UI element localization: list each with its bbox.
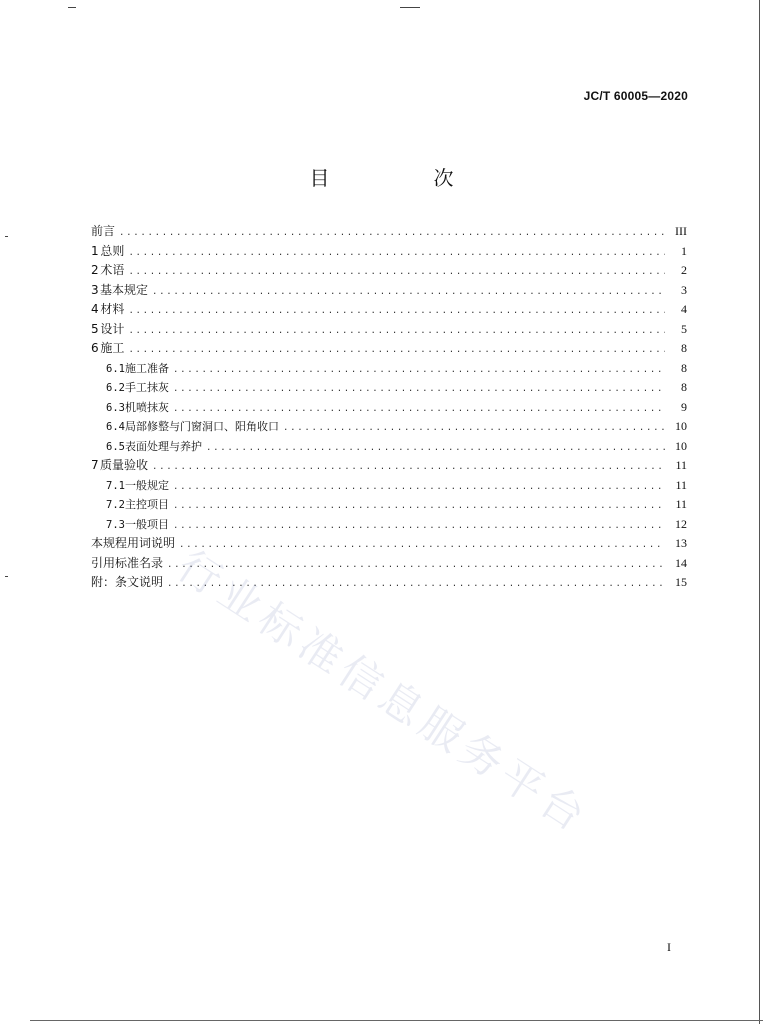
watermark: 行业标准信息服务平台 bbox=[169, 540, 599, 844]
toc-entry-label: 主控项目 bbox=[124, 498, 169, 511]
toc-leader bbox=[173, 361, 665, 381]
toc-entry-number: 7.2 bbox=[106, 499, 125, 511]
toc-entry-label: 前言 bbox=[91, 224, 116, 238]
toc-entry-chapter[interactable] bbox=[91, 242, 687, 262]
toc-page-number: 13 bbox=[675, 536, 687, 550]
toc-leader bbox=[283, 419, 665, 439]
toc-entry-chapter[interactable] bbox=[91, 300, 687, 320]
toc-entry-chapter[interactable] bbox=[91, 339, 687, 359]
toc-entry-chapter[interactable] bbox=[91, 281, 687, 301]
scan-mark bbox=[5, 236, 8, 237]
toc-page-number: 8 bbox=[681, 360, 687, 375]
page-number: I bbox=[667, 940, 671, 954]
toc-entry-section[interactable] bbox=[91, 437, 687, 457]
toc-leader bbox=[152, 458, 665, 478]
toc-entry-number: 3 bbox=[91, 282, 99, 297]
toc-page-number: 3 bbox=[681, 282, 687, 297]
toc-leader bbox=[173, 497, 665, 517]
toc-entry-number: 6.4 bbox=[106, 421, 125, 433]
toc-page-number: 8 bbox=[681, 341, 687, 355]
toc-leader bbox=[128, 341, 665, 361]
toc-leader bbox=[128, 302, 665, 322]
toc-page-number: 11 bbox=[675, 477, 687, 492]
toc-page-number: 5 bbox=[681, 321, 687, 336]
toc-entry-number: 1 bbox=[91, 243, 99, 258]
toc-page-number: 15 bbox=[675, 575, 687, 589]
toc-leader bbox=[119, 224, 665, 244]
toc-entry-number: 6.5 bbox=[106, 440, 125, 453]
toc-page-number: 11 bbox=[675, 458, 687, 472]
toc-leader bbox=[128, 244, 665, 264]
toc-entry-number: 5 bbox=[91, 321, 99, 336]
toc-page-number: 10 bbox=[675, 419, 687, 433]
toc-entry-number: 4 bbox=[91, 302, 99, 316]
toc-entry-label: 引用标准名录 bbox=[91, 555, 164, 570]
toc-leader bbox=[173, 380, 665, 400]
toc-entry-number: 7.1 bbox=[106, 479, 125, 492]
scan-mark bbox=[400, 7, 420, 8]
toc-entry-section[interactable] bbox=[91, 515, 687, 535]
toc-entry-chapter[interactable] bbox=[91, 320, 687, 340]
toc-page-number: 8 bbox=[681, 380, 687, 394]
toc-entry-label: 材料 bbox=[100, 302, 125, 316]
toc-leader bbox=[152, 283, 665, 303]
toc-entry-section[interactable] bbox=[91, 495, 687, 515]
toc-entry-label: 附：条文说明 bbox=[91, 575, 164, 589]
toc-leader bbox=[128, 263, 665, 283]
toc-leader bbox=[173, 517, 665, 537]
toc-page-number: 9 bbox=[681, 399, 687, 414]
toc-entry-number: 7.3 bbox=[106, 518, 125, 531]
toc-entry-label: 质量验收 bbox=[100, 458, 149, 472]
toc-entry-section[interactable] bbox=[91, 359, 687, 379]
toc-leader bbox=[128, 322, 665, 342]
toc-leader bbox=[179, 536, 665, 556]
toc-entry-appendix[interactable] bbox=[91, 534, 687, 554]
standard-code: JC/T 60005—2020 bbox=[583, 89, 688, 103]
toc-entry-number: 2 bbox=[91, 263, 99, 277]
toc-entry-section[interactable] bbox=[91, 476, 687, 496]
toc-page-number: 11 bbox=[675, 497, 687, 511]
toc-page-number: III bbox=[675, 224, 687, 238]
toc-entry-section[interactable] bbox=[91, 398, 687, 418]
toc-leader bbox=[173, 478, 665, 498]
toc-entry-label: 本规程用词说明 bbox=[91, 536, 176, 550]
toc-entry-number: 6.3 bbox=[106, 401, 125, 414]
toc-entry-label: 局部修整与门窗洞口、阳角收口 bbox=[124, 420, 279, 433]
toc-page-number: 2 bbox=[681, 263, 687, 277]
toc-entry-section[interactable] bbox=[91, 378, 687, 398]
toc-entry-label: 施工准备 bbox=[124, 361, 169, 375]
scan-mark bbox=[5, 576, 8, 577]
toc-entry-label: 手工抹灰 bbox=[124, 381, 169, 394]
page-edge bbox=[759, 0, 760, 1024]
page-edge bbox=[30, 1020, 763, 1021]
toc-entry-label: 表面处理与养护 bbox=[124, 439, 202, 453]
toc-page-number: 12 bbox=[675, 516, 687, 531]
toc-entry-chapter[interactable] bbox=[91, 261, 687, 281]
toc-entry-label: 基本规定 bbox=[100, 282, 149, 297]
toc-entry-number: 6 bbox=[91, 341, 99, 355]
toc-page-number: 14 bbox=[675, 555, 687, 570]
toc-page-number: 1 bbox=[681, 243, 687, 258]
toc-page-number: 4 bbox=[681, 302, 687, 316]
toc-entry-chapter[interactable] bbox=[91, 456, 687, 476]
toc-entry-preface[interactable] bbox=[91, 222, 687, 242]
toc-entry-label: 一般规定 bbox=[124, 478, 169, 492]
toc-entry-number: 6.2 bbox=[106, 382, 125, 394]
toc-entry-number: 6.1 bbox=[106, 362, 125, 375]
toc-entry-number: 7 bbox=[91, 458, 99, 472]
toc-entry-label: 机喷抹灰 bbox=[124, 400, 169, 414]
toc-leader bbox=[206, 439, 665, 459]
toc-entry-label: 总则 bbox=[100, 243, 125, 258]
scan-mark bbox=[68, 7, 76, 8]
toc-entry-label: 一般项目 bbox=[124, 517, 169, 531]
toc-page-number: 10 bbox=[675, 438, 687, 453]
table-of-contents bbox=[91, 222, 687, 593]
toc-entry-label: 施工 bbox=[100, 341, 125, 355]
toc-title: 目 次 bbox=[309, 166, 496, 190]
toc-entry-section[interactable] bbox=[91, 417, 687, 437]
toc-entry-label: 术语 bbox=[100, 263, 125, 277]
toc-entry-label: 设计 bbox=[100, 321, 125, 336]
